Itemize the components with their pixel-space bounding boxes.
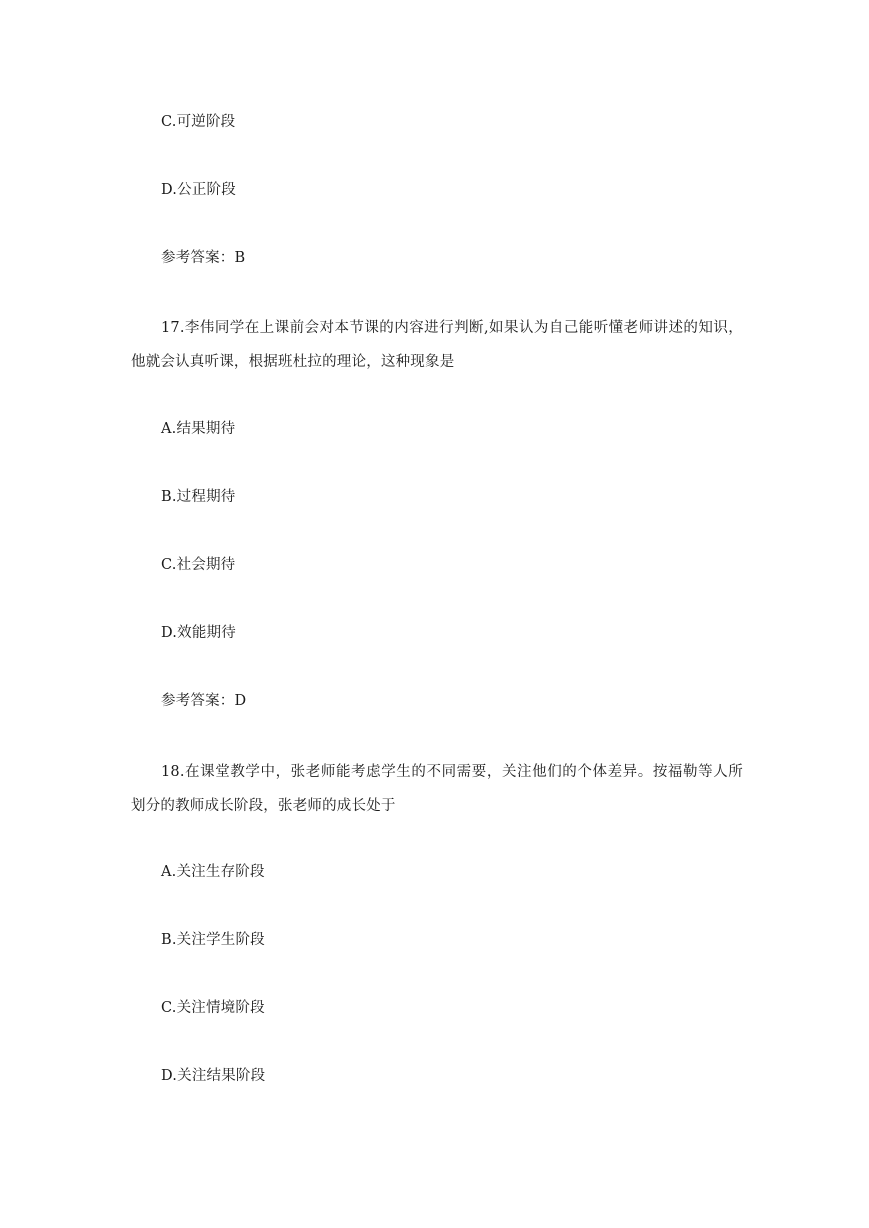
option-d: D.公正阶段 [161, 182, 236, 198]
q17-option-d: D.效能期待 [161, 625, 236, 641]
q18-option-a: A.关注生存阶段 [161, 864, 265, 880]
q18-option-b: B.关注学生阶段 [161, 932, 265, 948]
answer-text: 参考答案：B [161, 250, 246, 266]
question-18-text: 18.在课堂教学中，张老师能考虑学生的不同需要，关注他们的个体差异。按福勒等人所划分的教师成长阶段，张老师的成长处于 [131, 764, 743, 814]
option-c: C.可逆阶段 [161, 114, 236, 130]
question-17-text: 17.李伟同学在上课前会对本节课的内容进行判断,如果认为自己能听懂老师讲述的知识，他就会认真听课，根据班杜拉的理论，这种现象是 [131, 320, 743, 370]
q17-option-c: C.社会期待 [161, 557, 236, 573]
q18-option-d: D.关注结果阶段 [161, 1068, 266, 1084]
q18-option-c: C.关注情境阶段 [161, 1000, 265, 1016]
q17-option-a: A.结果期待 [161, 421, 236, 437]
q17-answer-text: 参考答案：D [161, 693, 247, 709]
q17-option-b: B.过程期待 [161, 489, 236, 505]
